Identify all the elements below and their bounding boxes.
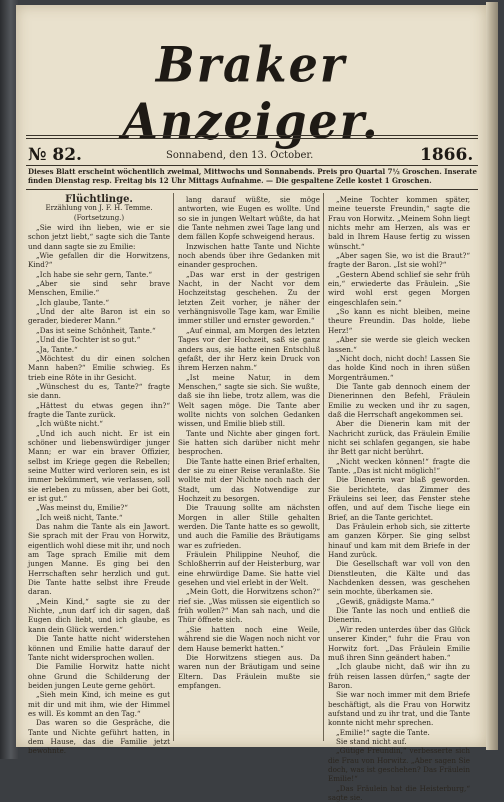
info-rule — [26, 189, 478, 190]
column-3 — [328, 195, 470, 802]
paragraph: Tante und Nichte aber gingen fort. Sie hatten sich darüber nicht mehr besprochen. — [178, 428, 320, 457]
column-2-body — [178, 195, 320, 690]
paragraph: „Das Fräulein hat die Heisterburg,“ sagte sie. — [328, 783, 470, 802]
paragraph: „Gütige Freundin,“ verbesserte sich die Frau von Horwitz. „Aber sagen Sie doch, was ist geschehen? Das Fräulein Emilie!“ — [328, 746, 470, 784]
paragraph: „Ich glaube nicht, daß wir ihn zu früh reisen lassen dürfen,“ sagte der Baron. — [328, 662, 470, 690]
paragraph: Inzwischen hatte Tante und Nichte noch abends über ihre Gedanken mit einander gesprochen. — [178, 241, 320, 270]
paragraph: „So kann es nicht bleiben, meine theure Freundin. Das holde, liebe Herz!“ — [328, 307, 470, 335]
paragraph: lang darauf wüßte, sie möge antworten, wie Eugen es wollte. Und so sie in jungen Weltart wüßte, da hat die Tante nehmen zwei Tage lang und dem fällen Kopfe schweigend heraus. — [178, 195, 320, 242]
masthead-rule-thin — [26, 138, 478, 139]
paragraph: „Ich glaube, Tante.“ — [36, 297, 109, 307]
paragraph: „Nicht wecken können!“ fragte die Tante. „Das ist nicht möglich!“ — [328, 456, 470, 475]
paragraph: „Ja, Tante.“ — [36, 344, 78, 354]
column-divider-1 — [173, 193, 174, 741]
paragraph: „Wünschest du es, Tante?“ fragte sie dann. — [28, 381, 170, 401]
paragraph: Die Tante las noch und entließ die Dienerin. — [328, 606, 470, 625]
paragraph: Die Trauung sollte am nächsten Morgen in aller Stille gehalten werden. Die Tante hatte es so gewollt, und auch die Familie des Bräutigams war es zufrieden. — [178, 503, 320, 550]
page-edges — [486, 2, 498, 750]
paragraph: „Aber sie werde sie gleich wecken lassen.“ — [328, 335, 470, 354]
paragraph: „Meine Tochter kommen später, meine teuerste Freundin,“ sagte die Frau von Horwitz. „Meinem Sohn liegt nichts mehr am Herzen, als was er bald in Ihrem Hause fertig zu wissen wünscht.“ — [328, 195, 470, 251]
paragraph: „Gewiß, gnädigste Mama.“ — [336, 596, 435, 606]
paragraph: Sie stand nicht auf. — [336, 736, 407, 746]
paragraph: „Wie gefallen dir die Horwitzens, Kind?“ — [28, 251, 170, 270]
newspaper-page — [16, 5, 486, 802]
paragraph: „Wir reden unterdes über das Glück unserer Kinder,“ fuhr die Frau von Horwitz fort. „Das Fräulein Emilie muß ihren Sinn geändert haben.“ — [328, 624, 470, 662]
paragraph: Das Fräulein erhob sich, sie zitterte am ganzen Körper. Sie ging selbst hinauf und kam mit dem Briefe in der Hand zurück. — [328, 522, 470, 560]
paragraph: „Mein Kind,“ sagte sie zu der Nichte, „nun darf ich dir sagen, daß Eugen dich liebt, und ich glaube, es kann dein Glück werden.“ — [28, 596, 170, 634]
paragraph: Aber die Dienerin kam mit der Nachricht zurück, das Fräulein Emilie nicht sei schlafen gegangen, sie habe ihr Bett gar nicht berührt. — [328, 419, 470, 457]
paragraph: „Möchtest du dir einen solchen Mann haben?“ Emilie schwieg. Es trieb eine Röte in ihr Gesicht. — [28, 353, 170, 382]
paragraph: „Gestern Abend schlief sie sehr früh ein,“ erwiederte das Fräulein. „Sie wird wohl erst gegen Morgen eingeschlafen sein.“ — [328, 269, 470, 307]
paragraph: „Ist meine Natur, in dem Menschen,“ sagte sie sich. Sie wußte, daß sie ihn liebe, trotz allem, was die Welt sagen möge. Die Tante aber wollte nichts von solchen Gedanken wissen, und Emilie blieb still. — [178, 372, 320, 429]
paragraph: Die Horwitzens stiegen aus. Da waren nun der Bräutigam und seine Eltern. Das Fräulein mußte sie empfangen. — [178, 652, 320, 690]
paragraph: „Und die Tochter ist so gut.“ — [36, 335, 141, 345]
paragraph: „Sie hatten noch eine Weile, während sie die Wagen noch nicht vor dem Hause bemerkt hatten.“ — [178, 624, 320, 653]
issue-year: 1866. — [420, 145, 474, 165]
paragraph: „Das war erst in der gestrigen Nacht, in der Nacht vor dem Hochzeitstag geschehen. Zu der letzten Zeit vorher, je näher der verhängnisvolle Tage kam, war Emilie immer stiller und ernster geworden.“ — [178, 269, 320, 326]
column-1 — [28, 195, 170, 756]
column-1-body — [28, 223, 170, 756]
paragraph: „Sie wird ihn lieben, wie er sie schon jetzt liebt,“ sagte sich die Tante und dann sagte sie zu Emilie: — [28, 223, 170, 251]
column-divider-2 — [323, 193, 324, 741]
masthead-rule — [26, 135, 478, 136]
paragraph: „Ich habe sie sehr gern, Tante.“ — [36, 269, 153, 279]
paragraph: Das nahm die Tante als ein Jawort. Sie sprach mit der Frau von Horwitz, eigentlich wohl diese mit ihr, und noch am Tage sprach Emilie mit dem jungen Manne. Es ging bei den Herrschaften sehr herzlich und gut. Die Tante hatte selbst ihre Freude daran. — [28, 522, 170, 597]
issue-date: Sonnabend, den 13. October. — [166, 150, 314, 161]
paragraph: Die Tante hatte einen Brief erhalten, der sie zu einer Reise veranlaßte. Sie wollte mit der Nichte noch nach der Stadt, um das Notwendige zur Hochzeit zu besorgen. — [178, 456, 320, 503]
article-title: Flüchtlinge. — [65, 194, 133, 205]
masthead-title: Braker Anzeiger. — [122, 36, 380, 150]
paragraph: Die Gesellschaft war voll von den Dienstleuten, die Kälte und das Nachdenken dessen, was geschehen sein mochte, überkamen sie. — [328, 559, 470, 597]
paragraph: „Aber sie sind sehr brave Menschen, Emilie.“ — [28, 279, 170, 298]
issue-number: № 82. — [28, 145, 82, 165]
paragraph: „Ich weiß nicht, Tante.“ — [36, 512, 123, 522]
paragraph: „Emilie!“ sagte die Tante. — [336, 727, 430, 737]
article-note: (Fortsetzung.) — [73, 213, 125, 222]
paragraph: „Hättest du etwas gegen ihn?“ fragte die Tante zurück. — [28, 400, 170, 419]
paragraph: „Sieh mein Kind, ich meine es gut mit dir und mit ihm, wie der Himmel es will. Es kommt an den Tag.“ — [28, 690, 170, 718]
paragraph: Fräulein Philippine Neuhof, die Schloßherrin auf der Heisterburg, war eine ehrwürdige Dame. Sie hatte viel gesehen und viel erlebt in der Welt. — [178, 550, 320, 588]
column-3-body — [328, 195, 470, 802]
date-rule — [26, 165, 478, 166]
paragraph: „Nicht doch, nicht doch! Lassen Sie das holde Kind noch in ihren süßen Morgenträumen.“ — [328, 353, 470, 382]
paragraph: Die Familie Horwitz hatte nicht ohne Grund die Schilderung der beiden jungen Leute gerne gehört. — [28, 662, 170, 690]
paragraph: Die Tante hatte nicht widerstehen können und Emilie hatte darauf der Tante nicht widersprochen wollen. — [28, 634, 170, 662]
paragraph: „Was meinst du, Emilie?“ — [36, 503, 128, 513]
paragraph: Die Tante gab dennoch einem der Dienerinnen den Befehl, Fräulein Emilie zu wecken und ihr zu sagen, daß die Herrschaft angekommen sei. — [328, 381, 470, 419]
paragraph: „Aber sagen Sie, wo ist die Braut?“ fragte der Baron. „Ist sie wohl?“ — [328, 251, 470, 270]
paragraph: „Und ich auch nicht. Er ist ein schöner und liebenswürdiger junger Mann; er war ein braver Offizier, selbst im Kriege gegen die Rebellen; seine Mutter wird verloren sein, es ist immer bekümmert, wie verlassen, soll sie erleben zu müssen, aber bei Gott, er ist gut.“ — [28, 428, 170, 503]
paragraph: Sie war noch immer mit dem Briefe beschäftigt, als die Frau von Horwitz aufstand und zu ihr trat, und die Tante konnte nicht mehr sprechen. — [328, 690, 470, 728]
paragraph: „Ich wüßte nicht.“ — [36, 419, 103, 429]
paragraph: „Auf einmal, am Morgen des letzten Tages vor der Hochzeit, saß sie ganz anders aus, sie hatte einen Entschluß gefaßt, der ihr Herz kein Druck von ihrem Herzen nahm.“ — [178, 325, 320, 373]
info-line: Dieses Blatt erscheint wöchentlich zweimal, Mittwochs und Sonnabends. Preis pro Quartal 7½ Groschen. Inserate finden Dienstag resp. Freitag bis 12 Uhr Mittags Aufnahme. — Die gespaltene Zeile kostet 1 Groschen. — [28, 167, 477, 185]
paragraph: „Und der alte Baron ist ein so gerader, biederer Mann.“ — [28, 307, 170, 326]
paragraph: Die Dienerin war blaß geworden. Sie berichtete, das Zimmer des Fräuleins sei leer, das Fenster stehe offen, und auf dem Tische liege ein Brief, an die Tante gerichtet. — [328, 475, 470, 522]
paragraph: „Mein Gott, die Horwitzens schon?“ rief sie. „Was müssen sie eigentlich so früh wollen?“ Man sah nach, und die Thür öffnete sich. — [178, 587, 320, 625]
paragraph: Das waren so die Gespräche, die Tante und Nichte geführt hatten, in dem Hause, das die Familie jetzt bewohnte. — [28, 718, 170, 756]
column-2 — [178, 195, 320, 690]
article-subtitle: Erzählung von J. F. H. Temme. — [45, 204, 153, 213]
paragraph: „Das ist seine Schönheit, Tante.“ — [36, 325, 156, 335]
